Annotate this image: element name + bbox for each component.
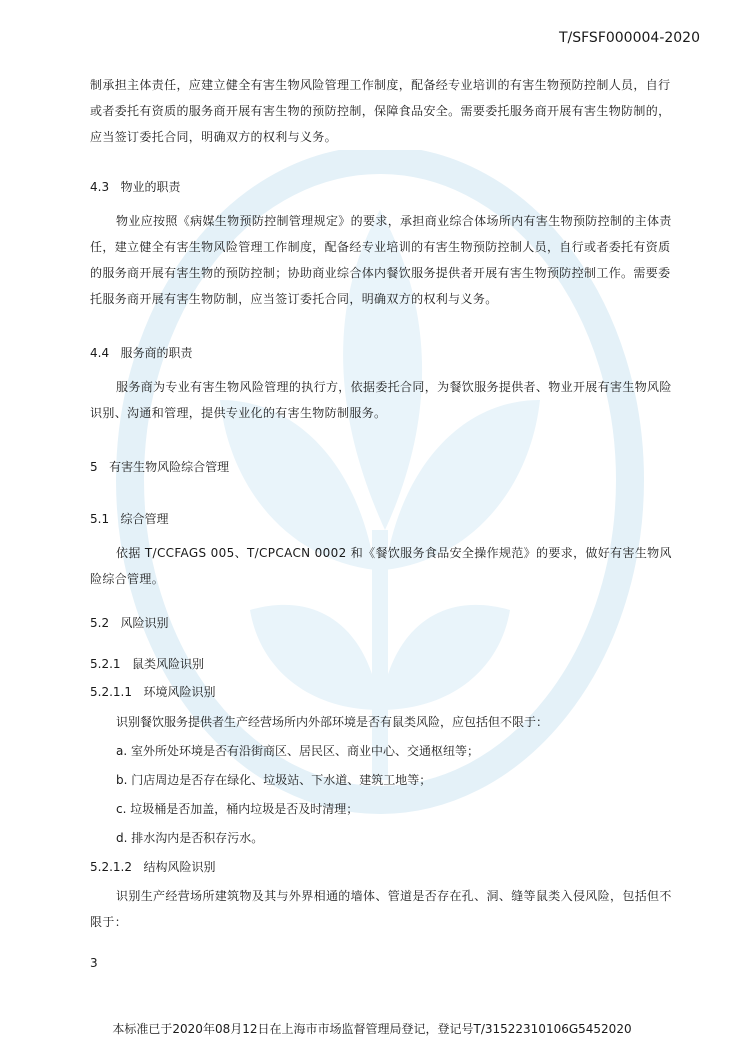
section-5-2-1-2-body: 识别生产经营场所建筑物及其与外界相通的墙体、管道是否存在孔、洞、缝等鼠类入侵风险，包括但不限于： — [90, 889, 672, 929]
page-number: 3 — [90, 956, 98, 970]
section-5-2-1-1-body: 识别餐饮服务提供者生产经营场所内外部环境是否有鼠类风险，应包括但不限于： — [116, 715, 549, 729]
section-number: 5.1 — [90, 512, 110, 526]
document-code: T/SFSF000004-2020 — [558, 30, 700, 46]
list-item: a. 室外所处环境是否有沿街商区、居民区、商业中心、交通枢纽等； — [116, 744, 479, 758]
list-item: b. 门店周边是否存在绿化、垃圾站、下水道、建筑工地等； — [116, 773, 432, 787]
section-title: 环境风险识别 — [143, 685, 216, 699]
section-5-2-1-heading — [90, 655, 204, 672]
section-title: 风险识别 — [120, 616, 169, 630]
registration-footer: 本标准已于2020年08月12日在上海市市场监督管理局登记，登记号T/31522310106G5452020 — [112, 1022, 632, 1036]
section-5-1-heading — [90, 510, 169, 527]
section-title: 综合管理 — [120, 512, 169, 526]
section-4-3-heading — [90, 178, 181, 195]
list-item: c. 垃圾桶是否加盖，桶内垃圾是否及时清理； — [116, 802, 359, 816]
section-number: 4.3 — [90, 180, 110, 194]
section-title: 服务商的职责 — [120, 346, 193, 360]
section-4-4-body: 服务商为专业有害生物风险管理的执行方，依据委托合同，为餐饮服务提供者、物业开展有害生物风险识别、沟通和管理，提供专业化的有害生物防制服务。 — [90, 380, 672, 420]
section-5-heading — [90, 458, 229, 475]
section-4-3-body: 物业应按照《病媒生物预防控制管理规定》的要求，承担商业综合体场所内有害生物预防控制的主体责任，建立健全有害生物风险管理工作制度，配备经专业培训的有害生物预防控制人员，自行或者委托有资质的服务商开展有害生物的预防控制；协助商业综合体内餐饮服务提供者开展有害生物预防控制工作。需要委托服务商开展有害生物防制，应当签订委托合同，明确双方的权利与义务。 — [90, 214, 672, 306]
section-4-4-heading — [90, 344, 193, 361]
section-5-1-body: 依据 T/CCFAGS 005、T/CPCACN 0002 和《餐饮服务食品安全操作规范》的要求，做好有害生物风险综合管理。 — [90, 546, 672, 586]
section-title: 鼠类风险识别 — [132, 657, 205, 671]
section-title: 有害生物风险综合管理 — [109, 460, 230, 474]
section-number: 5.2.1 — [90, 657, 121, 671]
section-title: 结构风险识别 — [143, 860, 216, 874]
section-5-2-1-2-heading — [90, 858, 215, 875]
section-number: 5 — [90, 460, 98, 474]
section-5-2-1-1-heading — [90, 683, 215, 700]
section-number: 5.2.1.2 — [90, 860, 132, 874]
section-number: 5.2 — [90, 616, 110, 630]
section-number: 4.4 — [90, 346, 110, 360]
section-number: 5.2.1.1 — [90, 685, 132, 699]
list-item: d. 排水沟内是否积存污水。 — [116, 831, 264, 845]
section-title: 物业的职责 — [120, 180, 181, 194]
intro-paragraph: 制承担主体责任，应建立健全有害生物风险管理工作制度，配备经专业培训的有害生物预防控制人员，自行或者委托有资质的服务商开展有害生物的预防控制，保障食品安全。需要委托服务商开展有害生物防制的，应当签订委托合同，明确双方的权利与义务。 — [90, 78, 671, 144]
section-5-2-heading — [90, 614, 169, 631]
